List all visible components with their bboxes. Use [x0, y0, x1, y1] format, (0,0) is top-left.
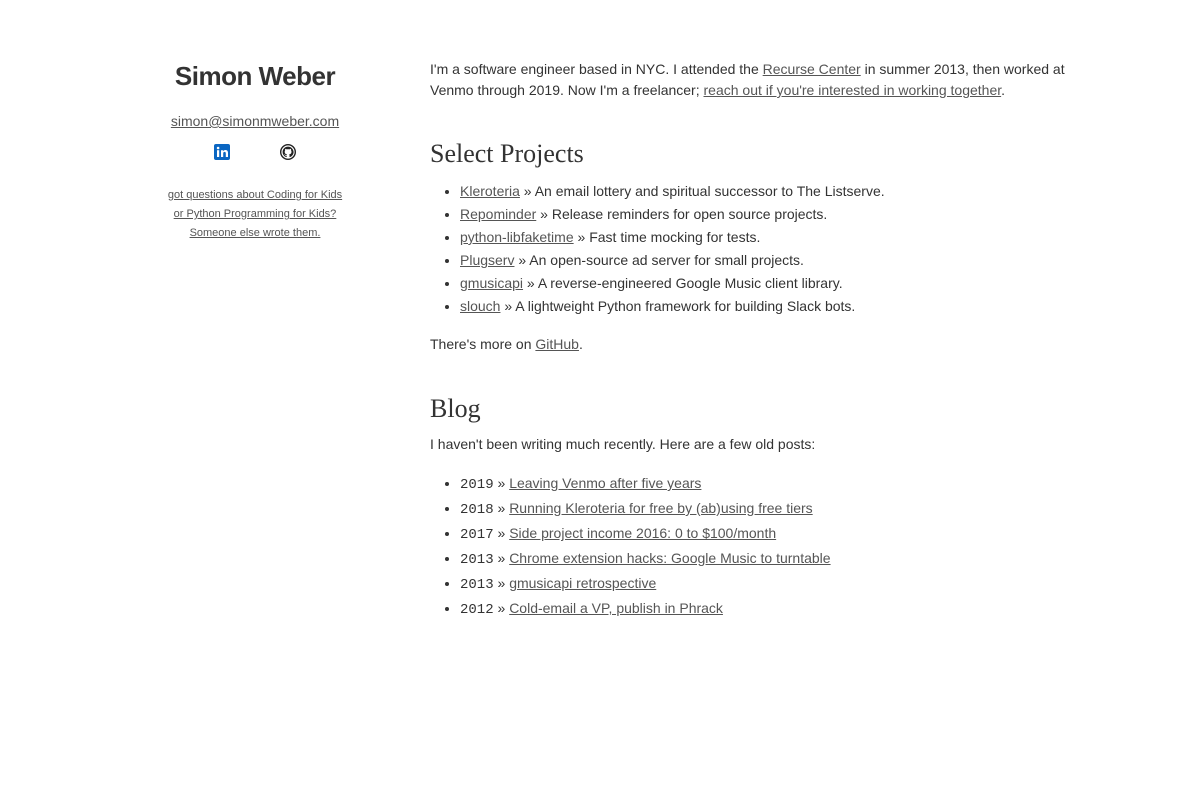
blog-post-item: • 2019 » Leaving Venmo after five years	[460, 472, 1080, 497]
blog-post-item: • 2013 » Chrome extension hacks: Google Music to turntable	[460, 547, 1080, 572]
blog-post-item: • 2018 » Running Kleroteria for free by (ab)using free tiers	[460, 497, 1080, 522]
blog-post-item: • 2013 » gmusicapi retrospective	[460, 572, 1080, 597]
more-end: .	[578, 336, 583, 352]
project-separator: »	[523, 275, 538, 291]
project-link-gmusicapi[interactable]: gmusicapi	[460, 275, 524, 291]
site-title: Simon Weber	[174, 61, 336, 91]
post-link[interactable]: gmusicapi retrospective	[509, 575, 657, 591]
post-year: 2013	[460, 577, 494, 593]
post-link[interactable]: Chrome extension hacks: Google Music to turntable	[509, 550, 831, 566]
project-desc: Fast time mocking for tests.	[589, 229, 761, 245]
project-link-repominder[interactable]: Repominder	[460, 206, 537, 222]
project-separator: »	[500, 298, 516, 314]
blog-heading: Blog	[430, 394, 481, 423]
post-link[interactable]: Running Kleroteria for free by (ab)using free tiers	[509, 500, 813, 516]
project-item	[460, 272, 1080, 295]
project-link-python-libfaketime[interactable]: python-libfaketime	[460, 229, 574, 245]
project-item	[460, 203, 1080, 226]
blog-post-item: • 2012 » Cold-email a VP, publish in Phrack	[460, 597, 1080, 622]
project-desc: An open-source ad server for small projects.	[529, 252, 804, 268]
email-link[interactable]: simon@simonmweber.com	[170, 113, 340, 129]
intro-text-1: I'm a software engineer based in NYC. I attended the	[430, 61, 763, 77]
linkedin-icon	[214, 144, 230, 160]
post-year: 2018	[460, 502, 494, 518]
project-desc: A lightweight Python framework for building Slack bots.	[515, 298, 856, 314]
project-link-plugserv[interactable]: Plugserv	[460, 252, 515, 268]
post-year: 2017	[460, 527, 494, 543]
linkedin-link[interactable]	[214, 144, 230, 160]
project-separator: »	[536, 206, 552, 222]
post-link[interactable]: Side project income 2016: 0 to $100/month	[509, 525, 777, 541]
blog-post-list	[430, 472, 1080, 622]
promo-line-2: or Python Programming for Kids?	[173, 208, 337, 220]
more-text: There's more on	[430, 336, 536, 352]
project-separator: »	[514, 252, 530, 268]
intro-text-2: in summer 2013, then worked at Venmo through 2019. Now I'm a freelancer;	[430, 61, 1065, 98]
project-separator: »	[573, 229, 590, 245]
intro-paragraph	[430, 59, 1080, 101]
recurse-center-link[interactable]: Recurse Center	[762, 61, 861, 77]
project-separator: »	[519, 183, 535, 199]
project-link-slouch[interactable]: slouch	[460, 298, 501, 314]
social-links	[150, 144, 360, 160]
blog-post-item: • 2017 » Side project income 2016: 0 to $100/month	[460, 522, 1080, 547]
project-desc: A reverse-engineered Google Music client library.	[537, 275, 843, 291]
post-year: 2012	[460, 602, 494, 618]
post-year: 2019	[460, 477, 494, 493]
post-year: 2013	[460, 552, 494, 568]
promo-line-3: Someone else wrote them.	[189, 227, 321, 239]
post-link[interactable]: Cold-email a VP, publish in Phrack	[509, 600, 723, 616]
sidebar	[150, 58, 360, 243]
project-item	[460, 226, 1080, 249]
blog-intro: I haven't been writing much recently. Here are a few old posts:	[430, 436, 816, 452]
promo-line-1: got questions about Coding for Kids	[167, 189, 343, 201]
project-item	[460, 180, 1080, 203]
project-desc: An email lottery and spiritual successor to The Listserve.	[534, 183, 885, 199]
more-projects-text	[430, 334, 1080, 355]
promo-link[interactable]	[168, 189, 342, 239]
post-link[interactable]: Leaving Venmo after five years	[509, 475, 702, 491]
project-link-kleroteria[interactable]: Kleroteria	[460, 183, 520, 199]
project-desc: Release reminders for open source projects.	[551, 206, 828, 222]
github-text-link[interactable]: GitHub	[535, 336, 579, 352]
github-icon	[280, 144, 296, 160]
project-item	[460, 249, 1080, 272]
intro-text-3: .	[1001, 82, 1006, 98]
promo-text	[150, 186, 360, 243]
projects-heading: Select Projects	[430, 139, 584, 168]
github-link[interactable]	[280, 144, 296, 160]
main-content	[430, 59, 1080, 622]
projects-list	[430, 180, 1080, 318]
project-item	[460, 295, 1080, 318]
contact-link[interactable]: reach out if you're interested in working together	[703, 82, 1002, 98]
